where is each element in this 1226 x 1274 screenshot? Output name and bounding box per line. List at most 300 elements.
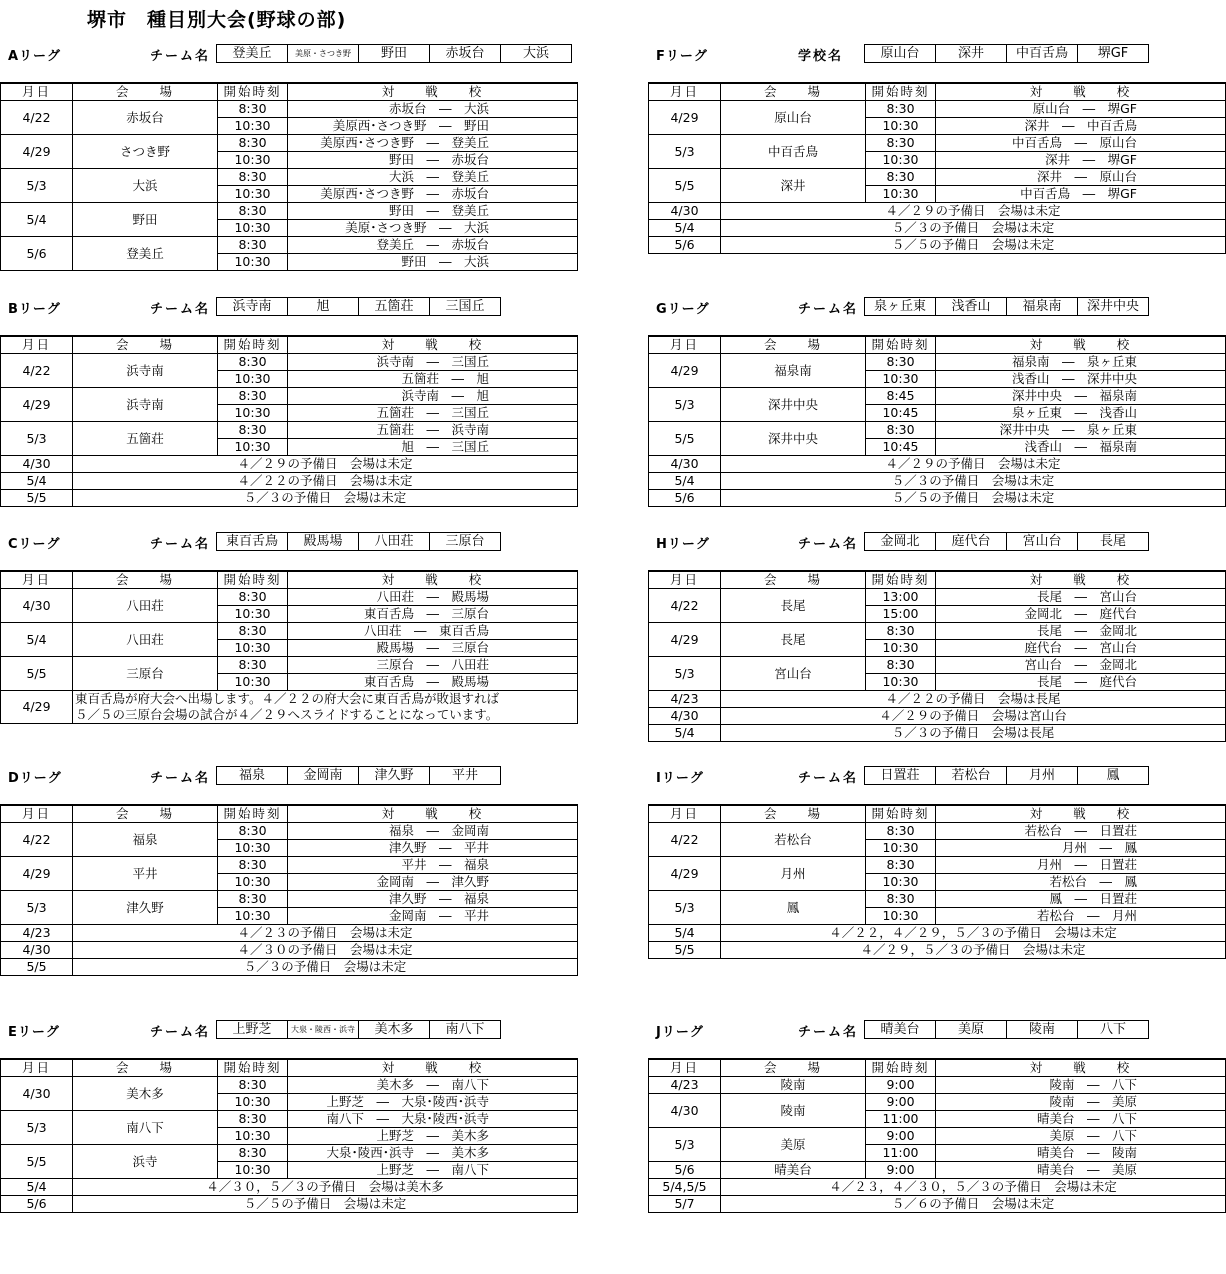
venue-cell: 登美丘 [73,237,218,271]
table-row [1,354,578,371]
table-row [1,203,578,220]
time-cell: 10:45 [866,405,936,422]
date-cell: 5/4 [1,1179,73,1196]
header-venue: 会 場 [721,571,866,589]
team-name: 長尾 [1099,534,1126,549]
date-cell: 5/6 [1,237,73,271]
header-venue: 会 場 [721,83,866,101]
match-cell: 上野芝 ― 美木多 [288,1128,578,1145]
match-cell: 五箇荘 ― 浜寺南 [288,422,578,439]
header-date: 月日 [1,83,73,101]
date-cell: 4/22 [1,354,73,388]
header-time: 開始時刻 [218,1059,288,1077]
league-name: Cリーグ [8,537,61,552]
reserve-note: ４／２９，５／３の予備日 会場は未定 [721,942,1226,959]
match-cell: 宮山台 ― 金岡北 [936,657,1226,674]
header-row [1,571,578,589]
venue-cell: 美木多 [73,1077,218,1111]
time-cell: 9:00 [866,1094,936,1111]
date-cell: 4/29 [649,857,721,891]
date-cell: 4/29 [649,101,721,135]
team-name: 宮山台 [1007,533,1078,550]
reserve-row [649,490,1226,507]
date-cell: 4/30 [649,1094,721,1128]
note-line: 東百舌鳥が府大会へ出場します。４／２２の府大会に東百舌鳥が敗退すれば [75,691,500,706]
league-header [648,44,1225,64]
table-row [649,1094,1226,1111]
date-cell: 4/30 [649,456,721,473]
match-cell: 津久野 ― 平井 [288,840,578,857]
schedule-table [648,804,1226,959]
header-row [649,83,1226,101]
note-line: ５／５の三原台会場の試合が４／２９へスライドすることになっています。 [75,707,499,722]
date-cell: 4/29 [649,623,721,657]
date-cell: 5/5 [1,1145,73,1179]
date-cell: 5/4,5/5 [649,1179,721,1196]
table-row [649,354,1226,371]
team-name: 登美丘 [217,45,288,62]
time-cell: 10:30 [218,1128,288,1145]
schedule-table [0,570,578,724]
league-name: Aリーグ [8,49,62,64]
time-cell: 10:30 [866,908,936,925]
team-name: 美原 [936,1021,1007,1038]
reserve-row [649,220,1226,237]
reserve-row [1,925,578,942]
team-name: 大浜 [522,46,549,61]
match-cell: 津久野 ― 福泉 [288,891,578,908]
header-date: 月日 [1,336,73,354]
table-row [649,1128,1226,1145]
team-name: 平井 [451,768,478,783]
league-name: Hリーグ [656,537,710,552]
match-cell: 殿馬場 ― 三原台 [288,640,578,657]
team-list [864,1020,1149,1039]
team-name: 浅香山 [936,298,1007,315]
reserve-note: ５／３の予備日 会場は長尾 [721,725,1226,742]
table-row [1,388,578,405]
header-date: 月日 [1,571,73,589]
time-cell: 10:30 [218,371,288,388]
team-name: 日置荘 [865,767,936,784]
header-match: 対 戦 校 [288,1059,578,1077]
league-name: Jリーグ [656,1025,704,1040]
team-name: 泉ヶ丘東 [865,298,936,315]
time-cell: 13:00 [866,589,936,606]
header-row [649,805,1226,823]
time-cell: 8:30 [866,857,936,874]
time-cell: 8:30 [866,823,936,840]
reserve-row [1,490,578,507]
reserve-row [649,942,1226,959]
time-cell: 9:00 [866,1162,936,1179]
schedule-table [0,804,578,976]
header-row [1,336,578,354]
reserve-note: ５／３の予備日 会場は未定 [721,473,1226,490]
date-cell: 4/30 [649,708,721,725]
team-name: 浜寺南 [217,298,288,315]
date-cell: 4/30 [1,589,73,623]
date-cell: 5/5 [649,169,721,203]
date-cell: 4/23 [649,691,721,708]
team-name: 三原台 [445,534,485,549]
team-name: 金岡北 [865,533,936,550]
table-row [1,135,578,152]
team-name: 八田荘 [359,533,430,550]
header-row [1,83,578,101]
header-date: 月日 [649,571,721,589]
team-name: 五箇荘 [359,298,430,315]
match-cell: 陵南 ― 八下 [936,1077,1226,1094]
team-name: 庭代台 [936,533,1007,550]
match-cell: 中百舌鳥 ― 原山台 [936,135,1226,152]
reserve-row [649,1179,1226,1196]
reserve-note: ４／２９の予備日 会場は宮山台 [721,708,1226,725]
reserve-row [649,708,1226,725]
team-name: 赤坂台 [430,45,501,62]
team-label: チーム名 [150,771,211,786]
time-cell: 8:30 [866,135,936,152]
team-name: 美原・さつき野 [288,45,359,62]
time-cell: 8:30 [218,823,288,840]
table-row [649,422,1226,439]
venue-cell: 深井中央 [721,422,866,456]
table-row [1,101,578,118]
time-cell: 10:30 [218,152,288,169]
time-cell: 10:30 [218,439,288,456]
match-cell: 福泉南 ― 泉ヶ丘東 [936,354,1226,371]
time-cell: 8:30 [218,354,288,371]
header-venue: 会 場 [721,336,866,354]
header-venue: 会 場 [73,83,218,101]
match-cell: 晴美台 ― 八下 [936,1111,1226,1128]
match-cell: 月州 ― 鳳 [936,840,1226,857]
team-label: チーム名 [798,1025,859,1040]
team-label: チーム名 [150,302,211,317]
time-cell: 8:30 [218,237,288,254]
table-row [649,388,1226,405]
match-cell: 美木多 ― 南八下 [288,1077,578,1094]
header-time: 開始時刻 [866,805,936,823]
league-name: Fリーグ [656,49,708,64]
time-cell: 10:30 [218,254,288,271]
time-cell: 8:30 [218,203,288,220]
long-note [73,691,578,724]
table-row [1,1111,578,1128]
date-cell: 5/4 [649,473,721,490]
venue-cell: 浜寺 [73,1145,218,1179]
reserve-note: ４／３０の予備日 会場は未定 [73,942,578,959]
match-cell: 若松台 ― 日置荘 [936,823,1226,840]
reserve-note: ４／２３，４／３０，５／３の予備日 会場は未定 [721,1179,1226,1196]
reserve-row [649,725,1226,742]
table-row [649,657,1226,674]
team-name: 堺GF [1097,46,1129,61]
header-match: 対 戦 校 [936,805,1226,823]
header-match: 対 戦 校 [288,336,578,354]
header-time: 開始時刻 [866,83,936,101]
reserve-note: ５／５の予備日 会場は未定 [721,237,1226,254]
reserve-note: ５／６の予備日 会場は未定 [721,1196,1226,1213]
date-cell: 4/30 [1,456,73,473]
time-cell: 10:30 [866,840,936,857]
table-row [649,589,1226,606]
reserve-row [649,1196,1226,1213]
match-cell: 月州 ― 日置荘 [936,857,1226,874]
header-match: 対 戦 校 [288,805,578,823]
time-cell: 10:30 [866,640,936,657]
date-cell: 5/4 [1,623,73,657]
reserve-note: ４／２９の予備日 会場は未定 [721,203,1226,220]
venue-cell: 晴美台 [721,1162,866,1179]
table-row [649,169,1226,186]
reserve-row [1,1179,578,1196]
venue-cell: 長尾 [721,589,866,623]
match-cell: 赤坂台 ― 大浜 [288,101,578,118]
table-row [1,169,578,186]
venue-cell: 長尾 [721,623,866,657]
venue-cell: 三原台 [73,657,218,691]
team-name: 深井中央 [1086,299,1139,314]
time-cell: 10:30 [866,152,936,169]
venue-cell: 浜寺南 [73,354,218,388]
reserve-row [649,473,1226,490]
team-name: 殿馬場 [288,533,359,550]
time-cell: 10:30 [218,606,288,623]
header-time: 開始時刻 [218,805,288,823]
time-cell: 10:30 [866,674,936,691]
match-cell: 五箇荘 ― 旭 [288,371,578,388]
match-cell: 平井 ― 福泉 [288,857,578,874]
match-cell: 美原西･さつき野 ― 赤坂台 [288,186,578,203]
league-header [0,532,577,552]
team-name: 旭 [288,298,359,315]
team-name: 福泉 [217,767,288,784]
time-cell: 8:30 [866,422,936,439]
match-cell: 美原･さつき野 ― 大浜 [288,220,578,237]
reserve-note: ５／３の予備日 会場は未定 [721,220,1226,237]
table-row [1,657,578,674]
time-cell: 8:30 [866,101,936,118]
match-cell: 南八下 ― 大泉･陵西･浜寺 [288,1111,578,1128]
schedule-table [0,335,578,507]
date-cell: 4/22 [1,101,73,135]
schedule-table [648,570,1226,742]
league-header [648,532,1225,552]
schedule-table [648,335,1226,507]
date-cell: 5/3 [1,169,73,203]
venue-cell: 八田荘 [73,623,218,657]
team-name: 月州 [1007,767,1078,784]
date-cell: 5/6 [1,1196,73,1213]
header-match: 対 戦 校 [288,83,578,101]
time-cell: 10:30 [218,908,288,925]
match-cell: 深井中央 ― 泉ヶ丘東 [936,422,1226,439]
time-cell: 8:30 [218,422,288,439]
schedule-table [0,82,578,271]
table-row [649,135,1226,152]
reserve-note: ５／３の予備日 会場は未定 [73,490,578,507]
match-cell: 深井 ― 中百舌鳥 [936,118,1226,135]
match-cell: 長尾 ― 金岡北 [936,623,1226,640]
table-row [1,823,578,840]
date-cell: 4/23 [649,1077,721,1094]
venue-cell: 五箇荘 [73,422,218,456]
team-label: チーム名 [798,771,859,786]
header-time: 開始時刻 [866,1059,936,1077]
league-name: Eリーグ [8,1025,60,1040]
header-date: 月日 [649,805,721,823]
team-name: 原山台 [865,45,936,62]
match-cell: 原山台 ― 堺GF [936,101,1226,118]
reserve-row [1,942,578,959]
time-cell: 8:30 [218,1077,288,1094]
time-cell: 8:30 [218,1145,288,1162]
venue-cell: 美原 [721,1128,866,1162]
team-list [864,44,1149,63]
date-cell: 5/3 [649,1128,721,1162]
time-cell: 8:45 [866,388,936,405]
header-date: 月日 [649,336,721,354]
header-venue: 会 場 [73,805,218,823]
reserve-row [649,691,1226,708]
venue-cell: 中百舌鳥 [721,135,866,169]
match-cell: 金岡南 ― 津久野 [288,874,578,891]
time-cell: 8:30 [218,388,288,405]
match-cell: 福泉 ― 金岡南 [288,823,578,840]
match-cell: 長尾 ― 庭代台 [936,674,1226,691]
date-cell: 5/3 [1,891,73,925]
table-row [1,891,578,908]
match-cell: 深井中央 ― 福泉南 [936,388,1226,405]
time-cell: 10:30 [218,1094,288,1111]
date-cell: 4/22 [1,823,73,857]
header-time: 開始時刻 [866,336,936,354]
match-cell: 深井 ― 原山台 [936,169,1226,186]
time-cell: 10:30 [218,405,288,422]
time-cell: 10:30 [218,118,288,135]
table-row [1,589,578,606]
match-cell: 浅香山 ― 深井中央 [936,371,1226,388]
venue-cell: 月州 [721,857,866,891]
time-cell: 10:30 [866,186,936,203]
reserve-note: ５／５の予備日 会場は未定 [721,490,1226,507]
league-header [648,766,1225,786]
time-cell: 10:30 [866,874,936,891]
header-date: 月日 [1,805,73,823]
time-cell: 8:30 [866,657,936,674]
reserve-note: ４／２３の予備日 会場は未定 [73,925,578,942]
team-list [216,532,501,551]
match-cell: 野田 ― 赤坂台 [288,152,578,169]
header-match: 対 戦 校 [288,571,578,589]
date-cell: 5/3 [649,657,721,691]
team-list [216,297,501,316]
match-cell: 五箇荘 ― 三国丘 [288,405,578,422]
venue-cell: 赤坂台 [73,101,218,135]
time-cell: 9:00 [866,1077,936,1094]
time-cell: 8:30 [866,623,936,640]
team-label: チーム名 [150,49,211,64]
table-row [1,857,578,874]
date-cell: 4/29 [1,691,73,724]
header-match: 対 戦 校 [936,1059,1226,1077]
match-cell: 旭 ― 三国丘 [288,439,578,456]
league-header [0,44,577,64]
header-date: 月日 [649,1059,721,1077]
date-cell: 4/23 [1,925,73,942]
match-cell: 鳳 ― 日置荘 [936,891,1226,908]
date-cell: 5/6 [649,1162,721,1179]
table-row [649,1162,1226,1179]
table-row [649,101,1226,118]
team-name: 野田 [359,45,430,62]
table-row [1,422,578,439]
table-row [1,623,578,640]
venue-cell: さつき野 [73,135,218,169]
header-row [1,1059,578,1077]
time-cell: 8:30 [218,891,288,908]
league-name: Gリーグ [656,302,710,317]
team-list [216,44,572,63]
header-time: 開始時刻 [218,571,288,589]
date-cell: 4/30 [1,1077,73,1111]
time-cell: 9:00 [866,1128,936,1145]
date-cell: 5/6 [649,237,721,254]
date-cell: 5/4 [1,203,73,237]
date-cell: 5/5 [649,942,721,959]
venue-cell: 南八下 [73,1111,218,1145]
match-cell: 上野芝 ― 南八下 [288,1162,578,1179]
match-cell: 浅香山 ― 福泉南 [936,439,1226,456]
venue-cell: 鳳 [721,891,866,925]
date-cell: 4/30 [1,942,73,959]
date-cell: 4/29 [1,135,73,169]
note-row [1,691,578,724]
match-cell: 美原西･さつき野 ― 登美丘 [288,135,578,152]
date-cell: 4/30 [649,203,721,220]
venue-cell: 陵南 [721,1077,866,1094]
schedule-table [0,1058,578,1213]
match-cell: 若松台 ― 月州 [936,908,1226,925]
reserve-note: ４／２２の予備日 会場は未定 [73,473,578,490]
league-header [0,297,577,317]
date-cell: 5/4 [649,220,721,237]
header-venue: 会 場 [721,805,866,823]
team-name: 深井 [936,45,1007,62]
match-cell: 金岡南 ― 平井 [288,908,578,925]
match-cell: 陵南 ― 美原 [936,1094,1226,1111]
table-row [649,823,1226,840]
venue-cell: 深井 [721,169,866,203]
table-row [1,1145,578,1162]
time-cell: 10:30 [218,640,288,657]
team-name: 美木多 [359,1021,430,1038]
team-list [216,1020,501,1039]
league-name: Dリーグ [8,771,62,786]
header-row [649,336,1226,354]
date-cell: 5/5 [1,657,73,691]
table-row [649,891,1226,908]
reserve-note: ５／５の予備日 会場は未定 [73,1196,578,1213]
match-cell: 庭代台 ― 宮山台 [936,640,1226,657]
league-header [0,766,577,786]
team-name: 津久野 [359,767,430,784]
venue-cell: 平井 [73,857,218,891]
team-list [864,766,1149,785]
header-match: 対 戦 校 [936,83,1226,101]
header-match: 対 戦 校 [936,571,1226,589]
